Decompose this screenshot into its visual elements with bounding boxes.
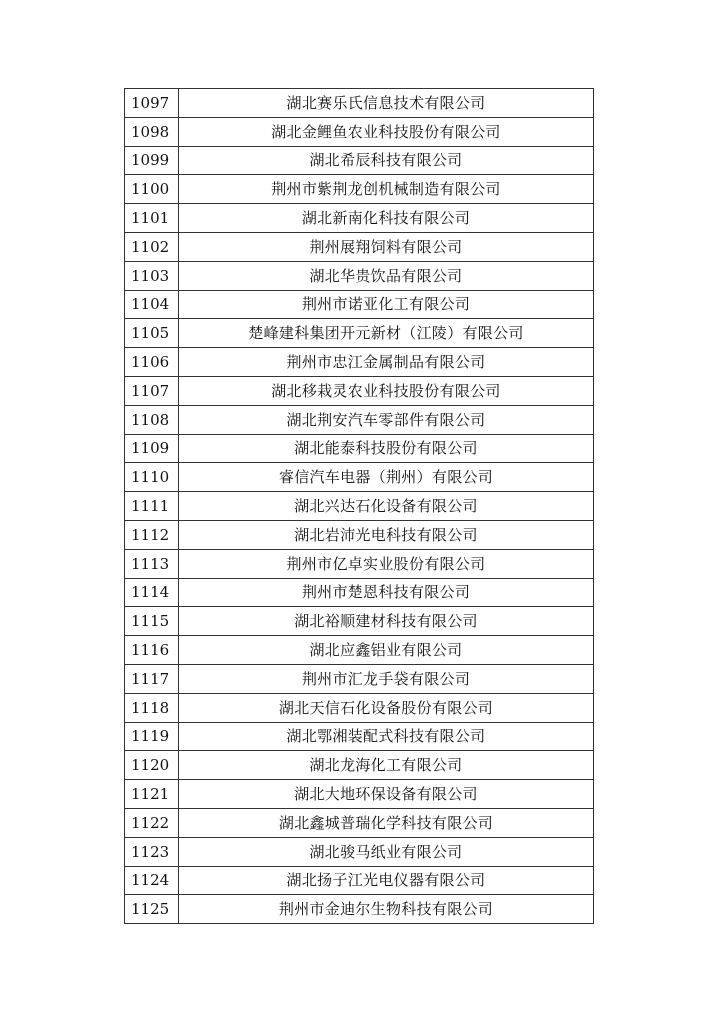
row-number-cell: 1104: [125, 290, 179, 319]
row-number-cell: 1108: [125, 405, 179, 434]
row-number-cell: 1105: [125, 319, 179, 348]
company-name-cell: 湖北荆安汽车零部件有限公司: [179, 405, 594, 434]
table-row: [125, 751, 594, 780]
company-name-cell: 睿信汽车电器（荆州）有限公司: [179, 463, 594, 492]
row-number-cell: 1120: [125, 751, 179, 780]
row-number-cell: 1116: [125, 636, 179, 665]
company-name-cell: 湖北裕顺建材科技有限公司: [179, 607, 594, 636]
table-row: [125, 463, 594, 492]
company-name-cell: 湖北希辰科技有限公司: [179, 146, 594, 175]
table-row: [125, 175, 594, 204]
company-name-cell: 湖北鑫城普瑞化学科技有限公司: [179, 808, 594, 837]
table-row: [125, 492, 594, 521]
row-number-cell: 1111: [125, 492, 179, 521]
table-row: [125, 434, 594, 463]
row-number-cell: 1117: [125, 664, 179, 693]
row-number-cell: 1098: [125, 117, 179, 146]
table-row: [125, 89, 594, 118]
row-number-cell: 1122: [125, 808, 179, 837]
row-number-cell: 1107: [125, 376, 179, 405]
table-row: [125, 607, 594, 636]
company-name-cell: 荆州展翔饲料有限公司: [179, 232, 594, 261]
table-row: [125, 895, 594, 924]
company-name-cell: 湖北应鑫铝业有限公司: [179, 636, 594, 665]
table-row: [125, 376, 594, 405]
company-name-cell: 荆州市亿卓实业股份有限公司: [179, 549, 594, 578]
company-name-cell: 荆州市诺亚化工有限公司: [179, 290, 594, 319]
company-name-cell: 湖北新南化科技有限公司: [179, 204, 594, 233]
company-name-cell: 湖北兴达石化设备有限公司: [179, 492, 594, 521]
company-name-cell: 湖北能泰科技股份有限公司: [179, 434, 594, 463]
row-number-cell: 1099: [125, 146, 179, 175]
row-number-cell: 1109: [125, 434, 179, 463]
company-name-cell: 湖北骏马纸业有限公司: [179, 837, 594, 866]
company-name-cell: 湖北岩沛光电科技有限公司: [179, 520, 594, 549]
table-row: [125, 319, 594, 348]
company-name-cell: 荆州市金迪尔生物科技有限公司: [179, 895, 594, 924]
table-row: [125, 232, 594, 261]
table-row: [125, 405, 594, 434]
table-row: [125, 866, 594, 895]
row-number-cell: 1097: [125, 89, 179, 118]
table-row: [125, 290, 594, 319]
row-number-cell: 1102: [125, 232, 179, 261]
row-number-cell: 1125: [125, 895, 179, 924]
company-name-cell: 荆州市汇龙手袋有限公司: [179, 664, 594, 693]
table-row: [125, 808, 594, 837]
row-number-cell: 1115: [125, 607, 179, 636]
row-number-cell: 1101: [125, 204, 179, 233]
row-number-cell: 1100: [125, 175, 179, 204]
company-list-body: [125, 89, 594, 924]
company-name-cell: 湖北赛乐氏信息技术有限公司: [179, 89, 594, 118]
row-number-cell: 1114: [125, 578, 179, 607]
company-name-cell: 湖北龙海化工有限公司: [179, 751, 594, 780]
row-number-cell: 1121: [125, 780, 179, 809]
row-number-cell: 1106: [125, 348, 179, 377]
table-row: [125, 722, 594, 751]
table-row: [125, 204, 594, 233]
table-row: [125, 636, 594, 665]
table-row: [125, 261, 594, 290]
row-number-cell: 1118: [125, 693, 179, 722]
table-row: [125, 693, 594, 722]
row-number-cell: 1110: [125, 463, 179, 492]
company-name-cell: 湖北天信石化设备股份有限公司: [179, 693, 594, 722]
table-row: [125, 348, 594, 377]
table-row: [125, 664, 594, 693]
company-name-cell: 湖北大地环保设备有限公司: [179, 780, 594, 809]
table-row: [125, 780, 594, 809]
table-row: [125, 117, 594, 146]
row-number-cell: 1124: [125, 866, 179, 895]
row-number-cell: 1103: [125, 261, 179, 290]
table-row: [125, 578, 594, 607]
company-name-cell: 湖北移栽灵农业科技股份有限公司: [179, 376, 594, 405]
company-name-cell: 湖北华贵饮品有限公司: [179, 261, 594, 290]
company-name-cell: 湖北扬子江光电仪器有限公司: [179, 866, 594, 895]
row-number-cell: 1112: [125, 520, 179, 549]
table-row: [125, 549, 594, 578]
row-number-cell: 1113: [125, 549, 179, 578]
company-name-cell: 荆州市楚恩科技有限公司: [179, 578, 594, 607]
company-name-cell: 湖北金鲤鱼农业科技股份有限公司: [179, 117, 594, 146]
table-row: [125, 837, 594, 866]
row-number-cell: 1119: [125, 722, 179, 751]
company-name-cell: 荆州市忠江金属制品有限公司: [179, 348, 594, 377]
table-row: [125, 146, 594, 175]
table-row: [125, 520, 594, 549]
company-name-cell: 荆州市紫荆龙创机械制造有限公司: [179, 175, 594, 204]
company-list-table: [124, 88, 594, 924]
company-name-cell: 楚峰建科集团开元新材（江陵）有限公司: [179, 319, 594, 348]
company-name-cell: 湖北鄂湘装配式科技有限公司: [179, 722, 594, 751]
row-number-cell: 1123: [125, 837, 179, 866]
